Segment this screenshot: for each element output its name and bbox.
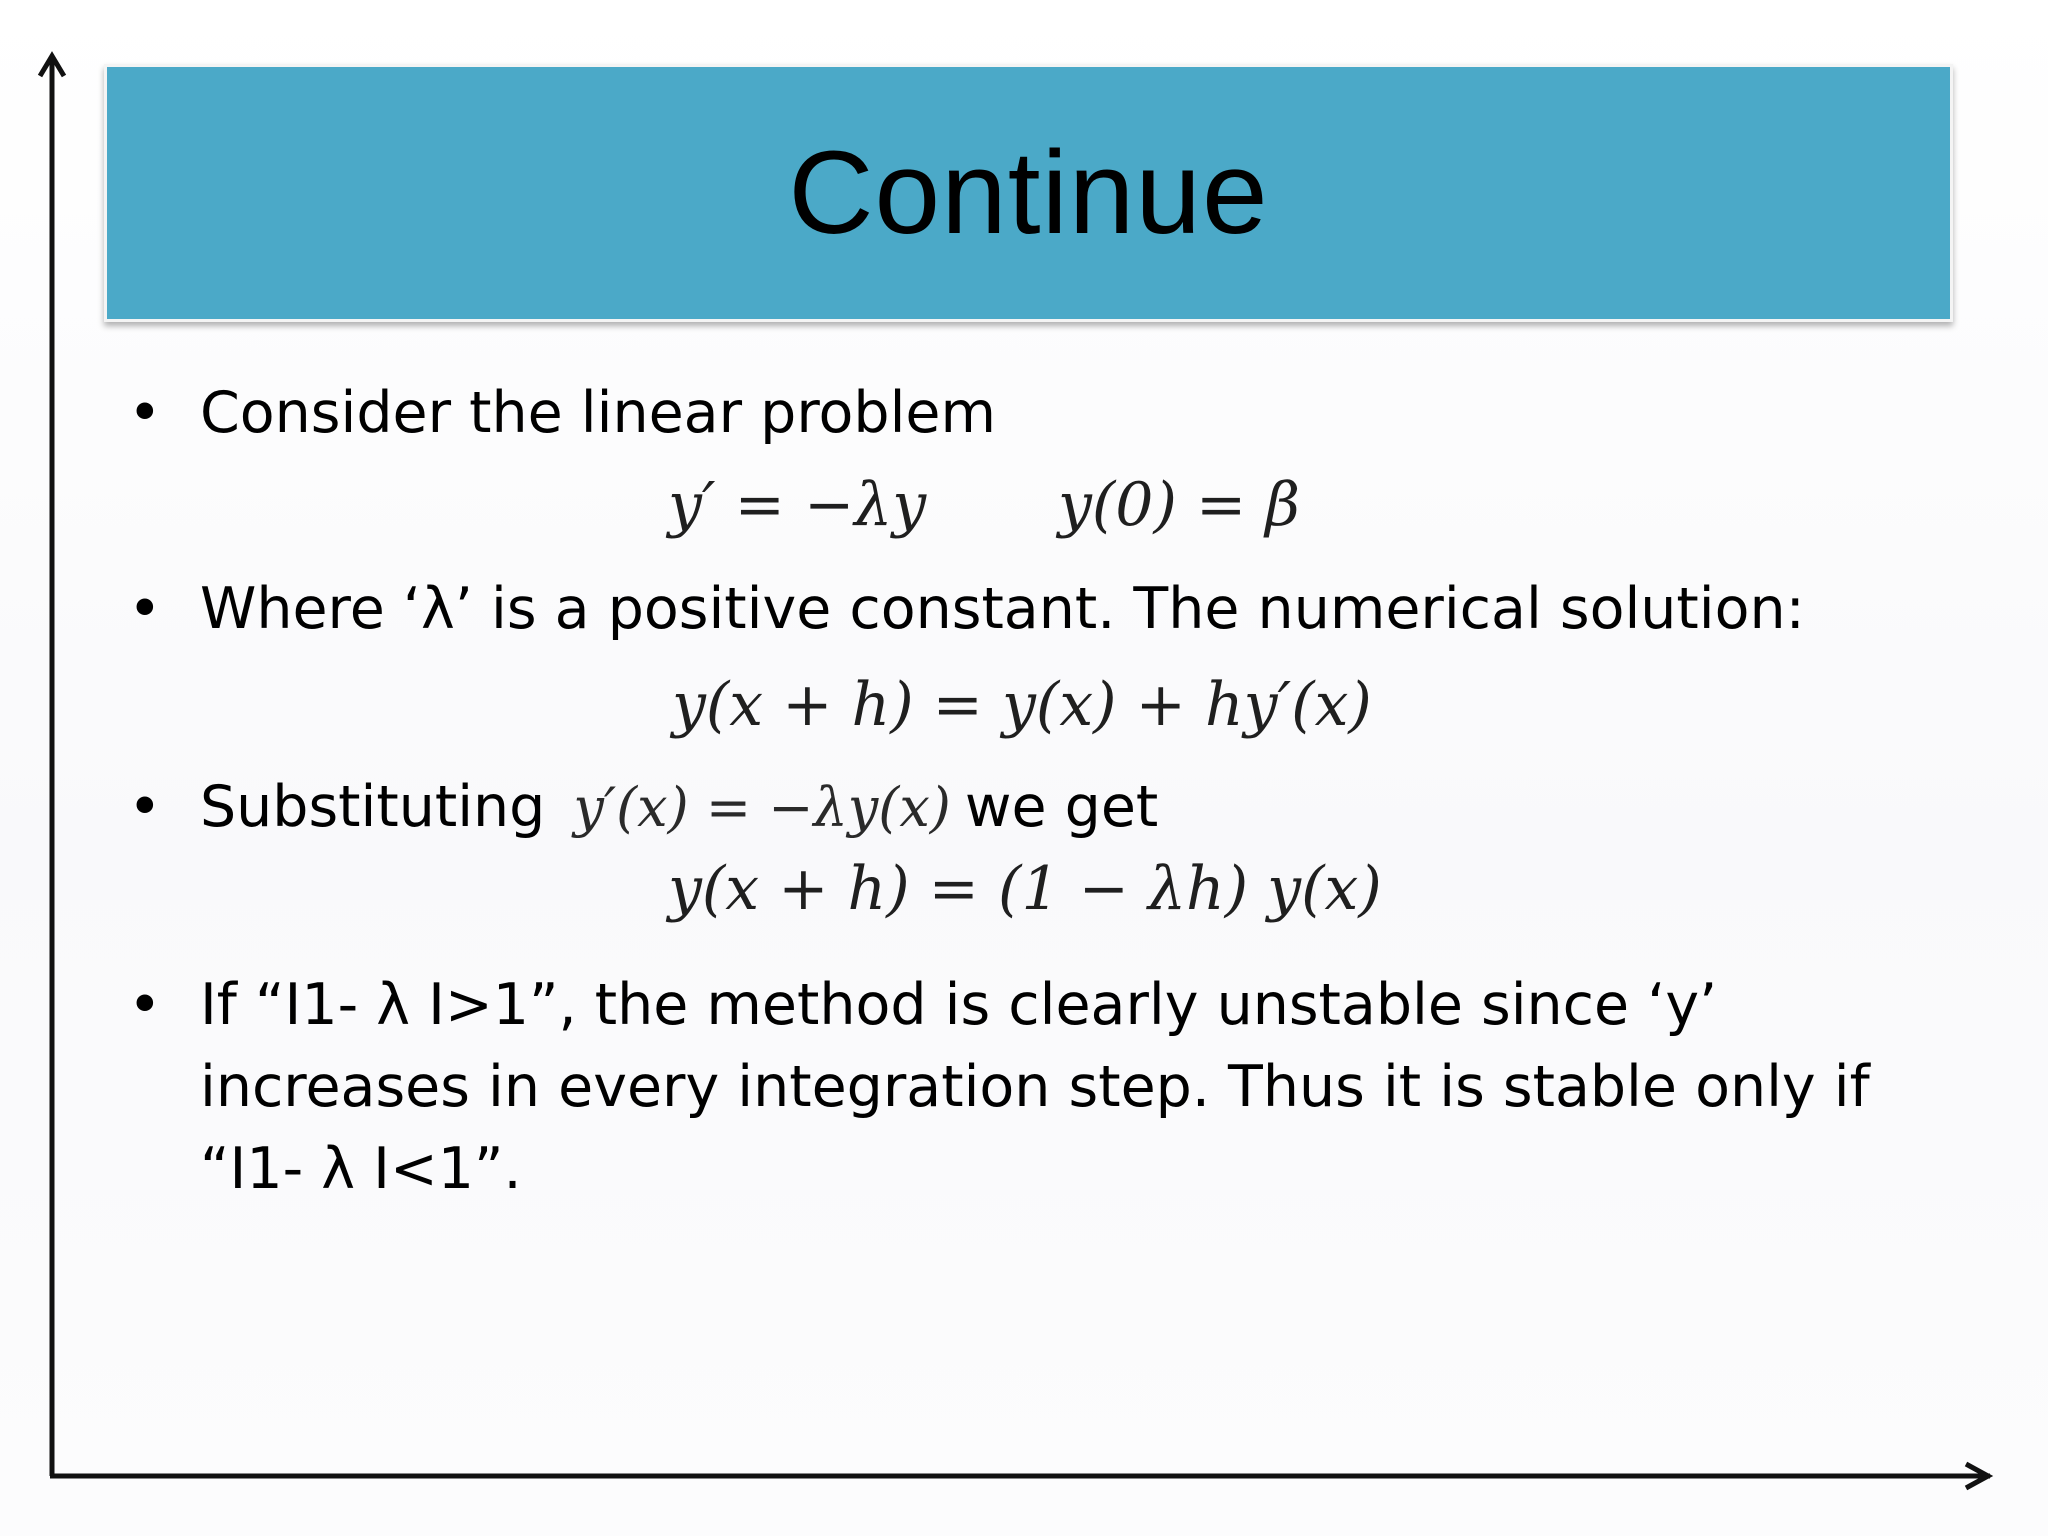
- equation-substitution: y′(x) = −λy(x): [573, 776, 951, 839]
- bullet-suffix-text: we get: [964, 774, 1159, 840]
- bullet-text: Where ‘λ’ is a positive constant. The numerical solution:: [200, 576, 1805, 642]
- bullet-dot: •: [128, 380, 162, 446]
- bullet-text: Substituting: [200, 774, 546, 840]
- bullet-item: [128, 766, 1940, 849]
- equation-initial-condition: y(0) = β: [1058, 470, 1300, 540]
- equation-ode: y′ = −λy: [668, 470, 927, 540]
- bullet-item: [128, 568, 1940, 650]
- equation-result: y(x + h) = (1 − λh) y(x): [668, 854, 1382, 924]
- bullet-text: If “I1- λ I>1”, the method is clearly unstable since ‘y’ increases in every integration step. Thus it is stable only if “I1- λ I<1”.: [200, 972, 1870, 1202]
- title-banner: [104, 64, 1953, 322]
- bullet-item: [128, 964, 1940, 1210]
- equation-euler-step: y(x + h) = y(x) + hy′(x): [672, 670, 1372, 740]
- bullet-dot: •: [128, 972, 162, 1038]
- slide-title: Continue: [788, 127, 1269, 259]
- bullet-item: [128, 372, 1940, 454]
- bullet-dot: •: [128, 774, 162, 840]
- bullet-dot: •: [128, 576, 162, 642]
- bullet-text: Consider the linear problem: [200, 380, 996, 446]
